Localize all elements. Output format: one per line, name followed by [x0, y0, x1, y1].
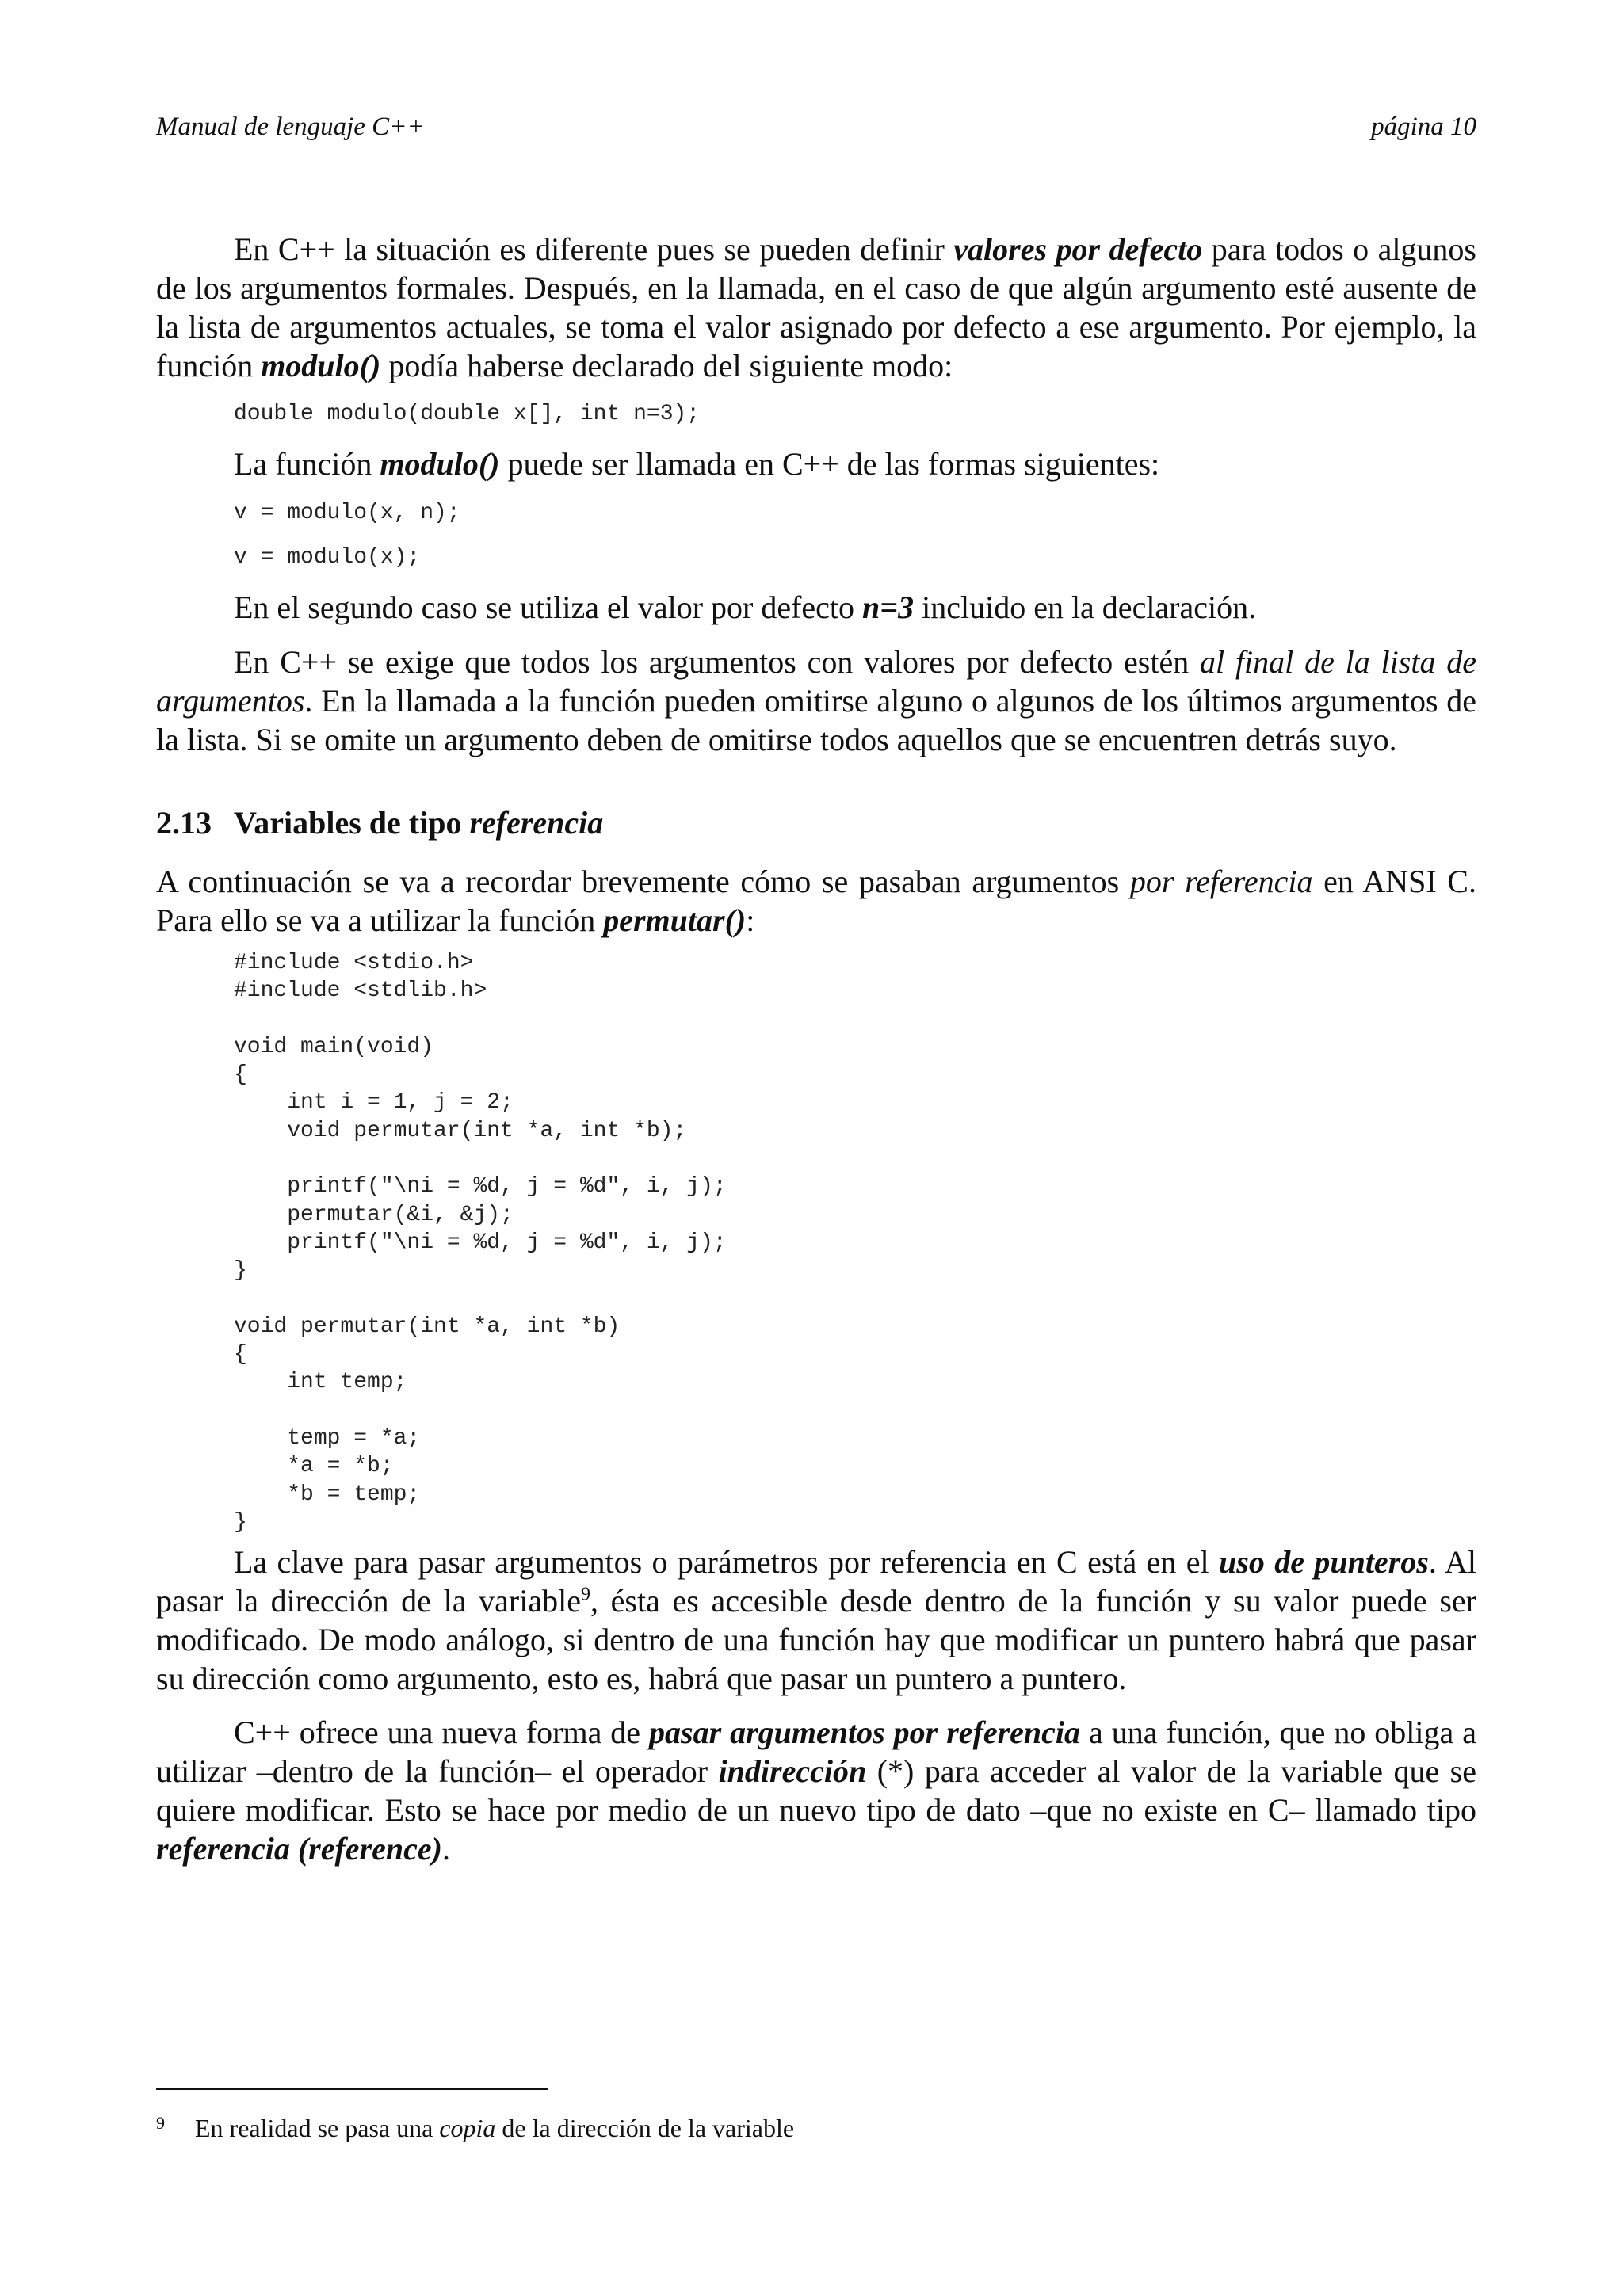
function-name: modulo()	[380, 446, 500, 482]
paragraph-default-values	[156, 230, 1476, 385]
emphasis: al final de la lista de argumentos	[156, 644, 1477, 719]
footnote-mark: 9	[156, 2113, 165, 2133]
text-run: .	[441, 1831, 450, 1867]
text-run: La función	[234, 446, 380, 482]
text-run: (*) para acceder al valor de la variable que se quiere modificar. Esto se hace por medio de un nuevo tipo de dato –que no existe en C– llamado tipo	[156, 1753, 1477, 1829]
running-header	[156, 113, 1476, 147]
paragraph-by-reference-c	[156, 862, 1476, 940]
code-declaration: double modulo(double x[], int n=3);	[234, 402, 701, 426]
text-run: En C++ la situación es diferente pues se pueden definir	[234, 231, 954, 267]
text-run: :	[746, 902, 755, 938]
emphasis: por referencia	[1129, 864, 1313, 899]
header-page-number: página 10	[1371, 113, 1476, 141]
section-number: 2.13	[156, 805, 212, 841]
text-run: incluido en la declaración.	[914, 589, 1257, 625]
text-run: En C++ se exige que todos los argumentos con valores por defecto estén	[234, 644, 1201, 680]
footnote-divider	[156, 2088, 548, 2090]
footnote-ref: 9	[580, 1584, 590, 1605]
emphasis: copia	[439, 2114, 496, 2142]
text-run: La clave para pasar argumentos o parámetros por referencia en C está en el	[234, 1544, 1220, 1581]
text-run: En el segundo caso se utiliza el valor por defecto	[234, 589, 863, 625]
emphasis: referencia (reference)	[156, 1831, 442, 1867]
text-run: En realidad se pasa una	[195, 2114, 440, 2142]
emphasis: uso de punteros	[1219, 1544, 1429, 1581]
text-run: para todos o algunos de los argumentos formales. Después, en la llamada, en el caso de que algún argumento esté ausente de la lista de argumentos actuales, se toma el valor asignado por defecto a ese argumento. Por ejemplo, la función	[156, 231, 1476, 383]
emphasis: valores por defecto	[953, 231, 1203, 267]
text-run: A continuación se va a recordar brevemente cómo se pasaban argumentos	[156, 864, 1130, 899]
paragraph-call-forms	[234, 444, 1476, 483]
section-title-emphasis: referencia	[469, 805, 604, 841]
paragraph-pointers	[156, 1543, 1476, 1698]
function-name: modulo()	[261, 348, 381, 383]
text-run: podía haberse declarado del siguiente modo:	[380, 348, 953, 383]
emphasis: n=3	[862, 589, 915, 625]
paragraph-reference-type	[156, 1713, 1476, 1868]
text-run: en ANSI C. Para ello se va a utilizar la función	[156, 864, 1476, 938]
function-name: permutar()	[603, 902, 747, 938]
text-run: . Al pasar la dirección de la variable	[156, 1544, 1476, 1619]
header-title: Manual de lenguaje C++	[156, 113, 425, 141]
code-call-1: v = modulo(x, n);	[234, 501, 460, 525]
paragraph-end-of-list	[156, 643, 1476, 759]
footnote-text	[195, 2112, 794, 2144]
code-call-2: v = modulo(x);	[234, 545, 421, 570]
section-heading	[156, 803, 1476, 842]
text-run: puede ser llamada en C++ de las formas siguientes:	[499, 446, 1160, 482]
text-run: a una función, que no obliga a utilizar –dentro de la función– el operador	[156, 1714, 1476, 1790]
emphasis: indirección	[718, 1753, 867, 1790]
code-permutar-example: #include <stdio.h> #include <stdlib.h> void main(void) { int i = 1, j = 2; void permutar(int *a, int *b); printf("\ni = %d, j = %d", i, j); permutar(&i, &j); printf("\ni = %d, j = %d", i, j); } void permutar(int *a, int *b) { int temp; temp = *a; *a = *b; *b = temp; }	[234, 951, 727, 1535]
text-run: . En la llamada a la función pueden omitirse alguno o algunos de los últimos argumentos de la lista. Si se omite un argumento deben de omitirse todos aquellos que se encuentren detrás suyo.	[156, 683, 1476, 757]
page-content	[156, 230, 1476, 1883]
paragraph-second-case	[234, 588, 1476, 627]
section-title: Variables de tipo	[234, 805, 470, 841]
emphasis: pasar argumentos por referencia	[649, 1714, 1081, 1751]
text-run: , ésta es accesible desde dentro de la función y su valor puede ser modificado. De modo análogo, si dentro de una función hay que modificar un puntero habrá que pasar su dirección como argumento, esto es, habrá que pasar un puntero a puntero.	[156, 1583, 1477, 1697]
text-run: C++ ofrece una nueva forma de	[234, 1714, 650, 1751]
text-run: de la dirección de la variable	[495, 2114, 795, 2142]
